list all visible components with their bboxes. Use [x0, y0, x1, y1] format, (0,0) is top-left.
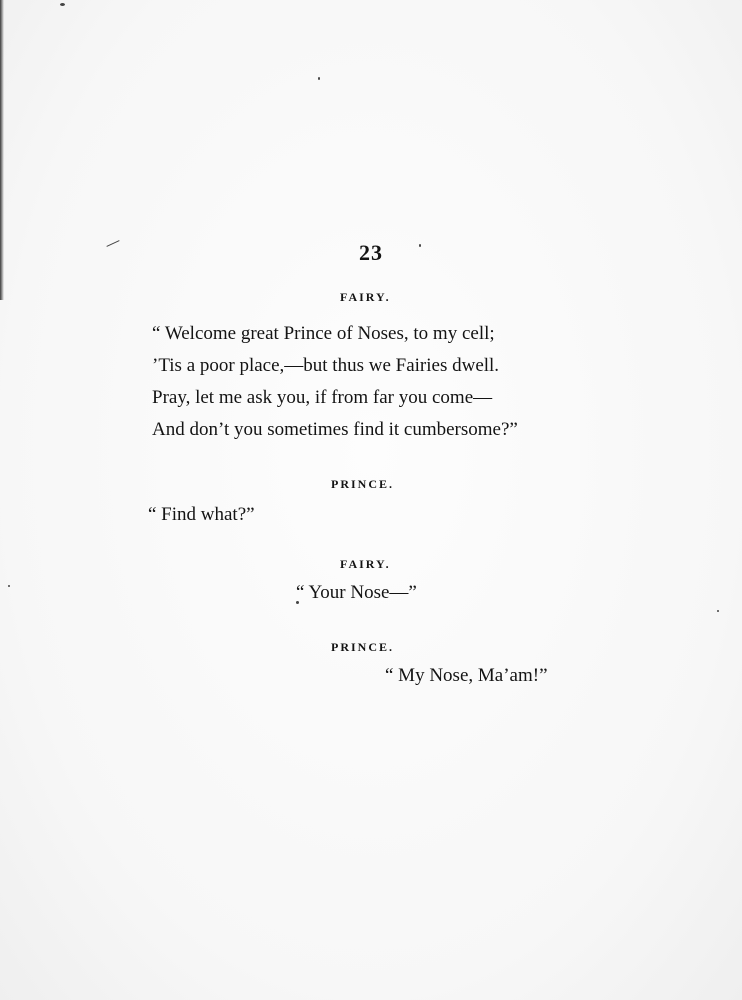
speaker-label-fairy: FAIRY.	[340, 557, 391, 571]
speaker-label-prince: PRINCE.	[331, 477, 395, 491]
fairy-verse	[152, 318, 518, 446]
ink-speck	[8, 585, 10, 587]
ink-speck	[318, 77, 320, 80]
verse-line: “ Find what?”	[148, 504, 255, 525]
prince-exclamation	[385, 660, 548, 692]
verse-line: ’Tis a poor place,—but thus we Fairies dwell.	[152, 355, 500, 376]
ink-speck	[60, 3, 65, 6]
speaker-label-fairy: FAIRY.	[340, 290, 391, 304]
verse-line: And don’t you sometimes find it cumbersome?”	[152, 419, 518, 440]
ink-speck	[717, 610, 719, 612]
verse-line: “ Welcome great Prince of Noses, to my cell;	[152, 323, 495, 344]
verse-line: “ My Nose, Ma’am!”	[385, 665, 548, 686]
verse-line: Pray, let me ask you, if from far you come—	[152, 387, 493, 408]
prince-reply	[148, 499, 255, 531]
fairy-reply	[296, 577, 417, 609]
page-number: 23	[359, 240, 383, 265]
verse-line: “ Your Nose—”	[296, 582, 417, 603]
speaker-label-prince: PRINCE.	[331, 640, 395, 654]
